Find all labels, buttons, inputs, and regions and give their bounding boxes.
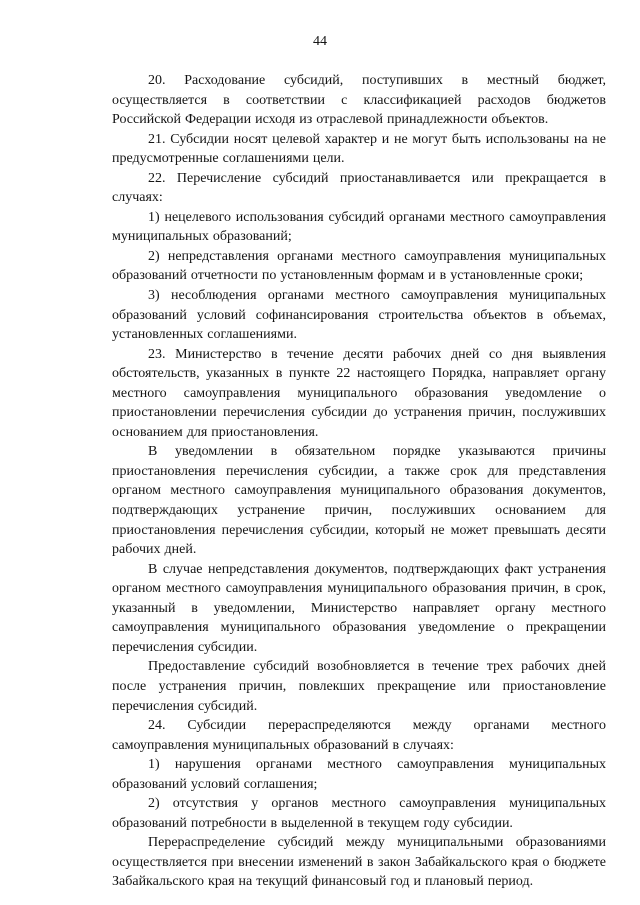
paragraph-23: 23. Министерство в течение десяти рабочих дней со дня выявления обстоятельств, указанных в пункте 22 настоящего Порядка, направляет органу местного самоуправления муниципального образования уведомление о приостановлении перечисления субсидии до устранения причин, послуживших основанием для приостановления. — [112, 346, 606, 440]
paragraph-23-non-submission: В случае непредставления документов, подтверждающих факт устранения органом местного самоуправления муниципального образования причин, в срок, указанный в уведомлении, Министерство направляет органу местного самоуправления муниципального образования уведомление о прекращении перечисления субсидии. — [112, 561, 606, 655]
paragraph-22: 22. Перечисление субсидий приостанавливается или прекращается в случаях: — [112, 170, 606, 206]
paragraph-24: 24. Субсидии перераспределяются между органами местного самоуправления муниципальных образований в случаях: — [112, 718, 606, 753]
paragraph-22-item-3: 3) несоблюдения органами местного самоуправления муниципальных образований условий софинансирования строительства объектов в объемах, установленных соглашениями. — [112, 288, 606, 343]
paragraph-23-resumption: Предоставление субсидий возобновляется в течение трех рабочих дней после устранения причин, повлекших прекращение или приостановление перечисления субсидий. — [112, 659, 606, 714]
paragraph-24-item-1: 1) нарушения органами местного самоуправления муниципальных образований условий соглашения; — [112, 757, 606, 792]
paragraph-21: 21. Субсидии носят целевой характер и не могут быть использованы на не предусмотренные соглашениями цели. — [112, 131, 606, 167]
paragraph-24-item-2: 2) отсутствия у органов местного самоуправления муниципальных образований потребности в выделенной в текущем году субсидии. — [112, 796, 606, 831]
paragraph-22-item-2: 2) непредставления органами местного самоуправления муниципальных образований отчетности по установленным формам и в установленные сроки; — [112, 248, 606, 284]
page-number: 44 — [313, 34, 327, 49]
paragraph-20: 20. Расходование субсидий, поступивших в местный бюджет, осуществляется в соответствии с классификацией расходов бюджетов Российской Федерации исходя из отраслевой принадлежности объектов. — [112, 73, 606, 128]
paragraph-22-item-1: 1) нецелевого использования субсидий органами местного самоуправления муниципальных образований; — [112, 209, 606, 245]
document-body — [112, 71, 606, 892]
paragraph-23-notice: В уведомлении в обязательном порядке указываются причины приостановления перечисления субсидии, а также срок для представления органом местного самоуправления муниципального образования документов, подтверждающих устранение причин, послуживших основанием для приостановления перечисления субсидии, который не может превышать десяти рабочих дней. — [112, 444, 606, 558]
paragraph-24-redistribution: Перераспределение субсидий между муниципальными образованиями осуществляется при внесении изменений в закон Забайкальского края о бюджете Забайкальского края на текущий финансовый год и плановый период. — [112, 835, 606, 890]
